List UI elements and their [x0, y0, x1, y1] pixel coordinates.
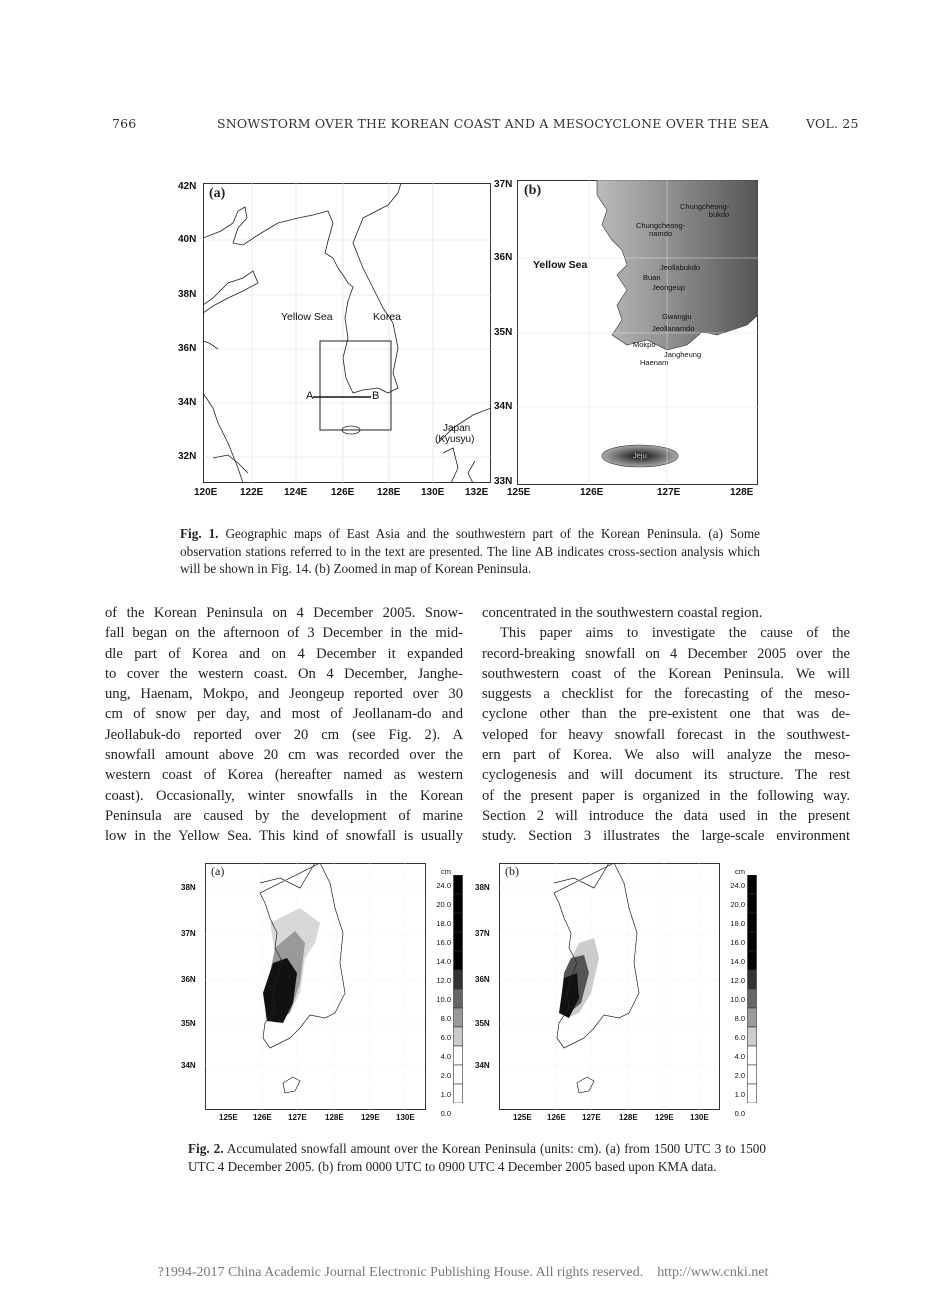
- map-label-chungcheongnamdo: Chungcheong- namdo: [636, 221, 686, 238]
- volume-label: VOL. 25: [806, 116, 859, 131]
- colorbar-segment: [454, 894, 463, 913]
- text-line: suggests a checklist for the forecasting of the meso-: [482, 686, 850, 703]
- lon-tick: 128E: [377, 487, 401, 498]
- colorbar-unit: cm: [441, 867, 451, 876]
- colorbar-segment: [748, 970, 757, 989]
- caption-label: Fig. 1.: [180, 526, 219, 541]
- lat-tick: 37N: [475, 929, 490, 938]
- colorbar-segment: [454, 1065, 463, 1084]
- text-line: record-breaking snowfall on 4 December 2005 over the: [482, 645, 850, 662]
- text-line: southwestern coast of the Korean Peninsula. We will: [482, 665, 850, 682]
- colorbar-level-label: 4.0: [734, 1051, 745, 1061]
- lon-tick: 128E: [619, 1113, 638, 1122]
- lat-tick: 33N: [494, 476, 513, 487]
- figure-2-caption: [188, 1140, 766, 1175]
- colorbar: [747, 875, 759, 1103]
- colorbar-segment: [454, 951, 463, 970]
- lon-tick: 126E: [547, 1113, 566, 1122]
- colorbar-level-label: 18.0: [730, 918, 745, 928]
- text-line: dle part of Korea and on 4 December it expanded: [105, 645, 463, 662]
- colorbar-segment: [454, 932, 463, 951]
- text-line: study. Section 3 illustrates the large-scale environment: [482, 828, 850, 845]
- panel-b-label: (b): [524, 183, 542, 198]
- point-a-label: A: [306, 390, 314, 402]
- colorbar-segment: [748, 913, 757, 932]
- colorbar-segment: [454, 1008, 463, 1027]
- colorbar-level-label: 1.0: [734, 1089, 745, 1099]
- lat-tick: 35N: [494, 327, 513, 338]
- colorbar-segment: [748, 989, 757, 1008]
- running-title: SNOWSTORM OVER THE KOREAN COAST AND A MESOCYCLONE OVER THE SEA: [217, 116, 769, 131]
- panel-a-label: (a): [209, 186, 226, 201]
- lon-tick: 128E: [730, 487, 754, 498]
- lat-tick: 37N: [494, 179, 513, 190]
- text-line: cm of snow per day, and most of Jeollanam-do and: [105, 706, 463, 723]
- colorbar-level-label: 10.0: [730, 994, 745, 1004]
- colorbar-segment: [454, 1027, 463, 1046]
- lat-tick: 34N: [494, 401, 513, 412]
- station-haenam: Haenam: [640, 358, 669, 367]
- lat-tick: 40N: [178, 234, 197, 245]
- caption-text: Geographic maps of East Asia and the southwestern part of the Korean Peninsula. (a) Some observation stations referred to in the text are presented. The line AB indicates cross-section analysis which will be shown in Fig. 14. (b) Zoomed in map of Korean Peninsula.: [180, 526, 760, 576]
- lon-tick: 122E: [240, 487, 264, 498]
- colorbar-level-label: 6.0: [734, 1032, 745, 1042]
- snowfall-map-plot: [499, 863, 720, 1110]
- lat-tick: 42N: [178, 181, 197, 192]
- colorbar-level-label: 0.0: [440, 1108, 451, 1118]
- colorbar-level-label: 14.0: [730, 956, 745, 966]
- text-line: low in the Yellow Sea. This kind of snowfall is usually: [105, 828, 463, 845]
- colorbar-segment: [748, 1046, 757, 1065]
- lat-tick: 38N: [475, 883, 490, 892]
- lon-tick: 130E: [690, 1113, 709, 1122]
- lon-tick: 129E: [361, 1113, 380, 1122]
- colorbar-level-label: 2.0: [734, 1070, 745, 1080]
- text-line: to cover the western coast. On 4 December, Janghe-: [105, 665, 463, 682]
- lon-tick: 130E: [421, 487, 445, 498]
- colorbar-segment: [748, 1065, 757, 1084]
- footer-url[interactable]: http://www.cnki.net: [657, 1265, 769, 1280]
- lat-tick: 32N: [178, 451, 197, 462]
- lat-tick: 36N: [178, 343, 197, 354]
- lon-tick: 127E: [657, 487, 681, 498]
- text-line: coast). Occasionally, winter snowfalls in the Korean: [105, 787, 463, 804]
- colorbar-segment: [748, 1084, 757, 1103]
- lon-tick: 126E: [253, 1113, 272, 1122]
- colorbar-segment: [748, 932, 757, 951]
- colorbar-level-label: 20.0: [436, 899, 451, 909]
- lat-tick: 36N: [494, 252, 513, 263]
- colorbar-level-label: 16.0: [436, 937, 451, 947]
- lat-tick: 34N: [181, 1061, 196, 1070]
- colorbar-segment: [454, 1046, 463, 1065]
- lat-tick: 35N: [475, 1019, 490, 1028]
- colorbar-level-label: 14.0: [436, 956, 451, 966]
- lon-tick: 125E: [507, 487, 531, 498]
- lat-tick: 34N: [475, 1061, 490, 1070]
- lat-tick: 35N: [181, 1019, 196, 1028]
- colorbar-segment: [454, 1084, 463, 1103]
- colorbar-level-label: 6.0: [440, 1032, 451, 1042]
- caption-label: Fig. 2.: [188, 1141, 224, 1156]
- lon-tick: 120E: [194, 487, 218, 498]
- body-text-left-column: [105, 603, 463, 847]
- station-mokpo: Mokpo: [633, 340, 656, 349]
- text-line: cyclone other than the pre-existent one that was de-: [482, 706, 850, 723]
- text-line: of the present paper is organized in the following way.: [482, 787, 850, 804]
- lon-tick: 128E: [325, 1113, 344, 1122]
- colorbar-segment: [748, 1008, 757, 1027]
- text-line: veloped for heavy snowfall forecast in the southwest-: [482, 726, 850, 743]
- lon-tick: 126E: [331, 487, 355, 498]
- footer: [0, 1265, 926, 1281]
- point-b-label: B: [372, 390, 380, 402]
- map-label-yellow-sea: Yellow Sea: [533, 259, 588, 271]
- colorbar-level-label: 12.0: [730, 975, 745, 985]
- colorbar-level-label: 10.0: [436, 994, 451, 1004]
- lat-tick: 36N: [475, 975, 490, 984]
- lat-tick: 38N: [178, 289, 197, 300]
- text-line: fall began on the afternoon of 3 December in the mid-: [105, 625, 463, 642]
- lon-tick: 127E: [288, 1113, 307, 1122]
- colorbar-level-label: 18.0: [436, 918, 451, 928]
- colorbar-segment: [748, 1027, 757, 1046]
- snowfall-map-plot: [205, 863, 426, 1110]
- text-line: ung, Haenam, Mokpo, and Jeongeup reported over 30: [105, 686, 463, 703]
- lon-tick: 127E: [582, 1113, 601, 1122]
- lat-tick: 37N: [181, 929, 196, 938]
- text-line: This paper aims to investigate the cause of the: [500, 625, 850, 642]
- colorbar-segment: [454, 875, 463, 894]
- colorbar-level-label: 16.0: [730, 937, 745, 947]
- caption-text: Accumulated snowfall amount over the Korean Peninsula (units: cm). (a) from 1500 UTC 3 to 1500 UTC 4 December 2005. (b) from 0000 UTC to 0900 UTC 4 December 2005 based upon KMA data.: [188, 1141, 766, 1174]
- colorbar-level-label: 4.0: [440, 1051, 451, 1061]
- map-label-jeollabukdo: Jeollabukdo: [660, 263, 701, 272]
- colorbar-level-label: 24.0: [730, 880, 745, 890]
- map-label-kyusyu: (Kyusyu): [435, 434, 475, 445]
- lat-tick: 36N: [181, 975, 196, 984]
- lon-tick: 129E: [655, 1113, 674, 1122]
- text-line: cyclogenesis and will document its structure. The rest: [482, 767, 850, 784]
- panel-label: (a): [211, 864, 225, 878]
- colorbar-segment: [454, 989, 463, 1008]
- page-number: 766: [112, 116, 137, 131]
- colorbar-segment: [454, 970, 463, 989]
- text-line: Peninsula are caused by the development of marine: [105, 807, 463, 824]
- colorbar-level-label: 0.0: [734, 1108, 745, 1118]
- lat-tick: 34N: [178, 397, 197, 408]
- text-line: ern part of Korea. We also will analyze the meso-: [482, 747, 850, 764]
- text-line: Jeollabuk-do reported over 20 cm (see Fig. 2). A: [105, 726, 463, 743]
- colorbar-segment: [748, 894, 757, 913]
- colorbar-level-label: 1.0: [440, 1089, 451, 1099]
- text-line: concentrated in the southwestern coastal region.: [482, 605, 763, 621]
- colorbar-level-label: 24.0: [436, 880, 451, 890]
- colorbar-level-label: 8.0: [440, 1013, 451, 1023]
- map-label-yellow-sea: Yellow Sea: [281, 311, 333, 323]
- colorbar-segment: [748, 875, 757, 894]
- colorbar-segment: [454, 913, 463, 932]
- station-buan: Buan: [643, 273, 661, 282]
- station-jangheung: Jangheung: [664, 350, 702, 359]
- lon-tick: 125E: [219, 1113, 238, 1122]
- colorbar-unit: cm: [735, 867, 745, 876]
- text-line: of the Korean Peninsula on 4 December 2005. Snow-: [105, 605, 463, 621]
- colorbar-level-label: 8.0: [734, 1013, 745, 1023]
- lon-tick: 132E: [465, 487, 489, 498]
- lon-tick: 125E: [513, 1113, 532, 1122]
- lon-tick: 124E: [284, 487, 308, 498]
- text-line: snowfall amount above 20 cm was recorded over the: [105, 747, 463, 764]
- map-label-jeollanamdo: Jeollanamdo: [652, 324, 695, 333]
- map-label-jeju: Jeju: [633, 451, 647, 460]
- map-label-japan: Japan: [443, 423, 471, 434]
- station-jeongeup: Jeongeup: [652, 283, 685, 292]
- panel-label: (b): [505, 864, 519, 878]
- colorbar-level-label: 12.0: [436, 975, 451, 985]
- lat-tick: 38N: [181, 883, 196, 892]
- text-line: western coast of Korea (hereafter named as western: [105, 767, 463, 784]
- colorbar: [453, 875, 465, 1103]
- figure-1-caption: [180, 525, 760, 578]
- body-text-right-column: [482, 603, 850, 847]
- text-line: Section 2 will introduce the data used in the present: [482, 807, 850, 824]
- map-label-chungcheongbukdo: Chungcheong- bukdo: [680, 202, 730, 219]
- colorbar-level-label: 20.0: [730, 899, 745, 909]
- map-label-korea: Korea: [373, 311, 402, 323]
- lon-tick: 126E: [580, 487, 604, 498]
- lon-tick: 130E: [396, 1113, 415, 1122]
- footer-copyright: ?1994-2017 China Academic Journal Electronic Publishing House. All rights reserved.: [157, 1265, 644, 1280]
- colorbar-segment: [748, 951, 757, 970]
- colorbar-level-label: 2.0: [440, 1070, 451, 1080]
- station-gwangju: Gwangju: [662, 312, 692, 321]
